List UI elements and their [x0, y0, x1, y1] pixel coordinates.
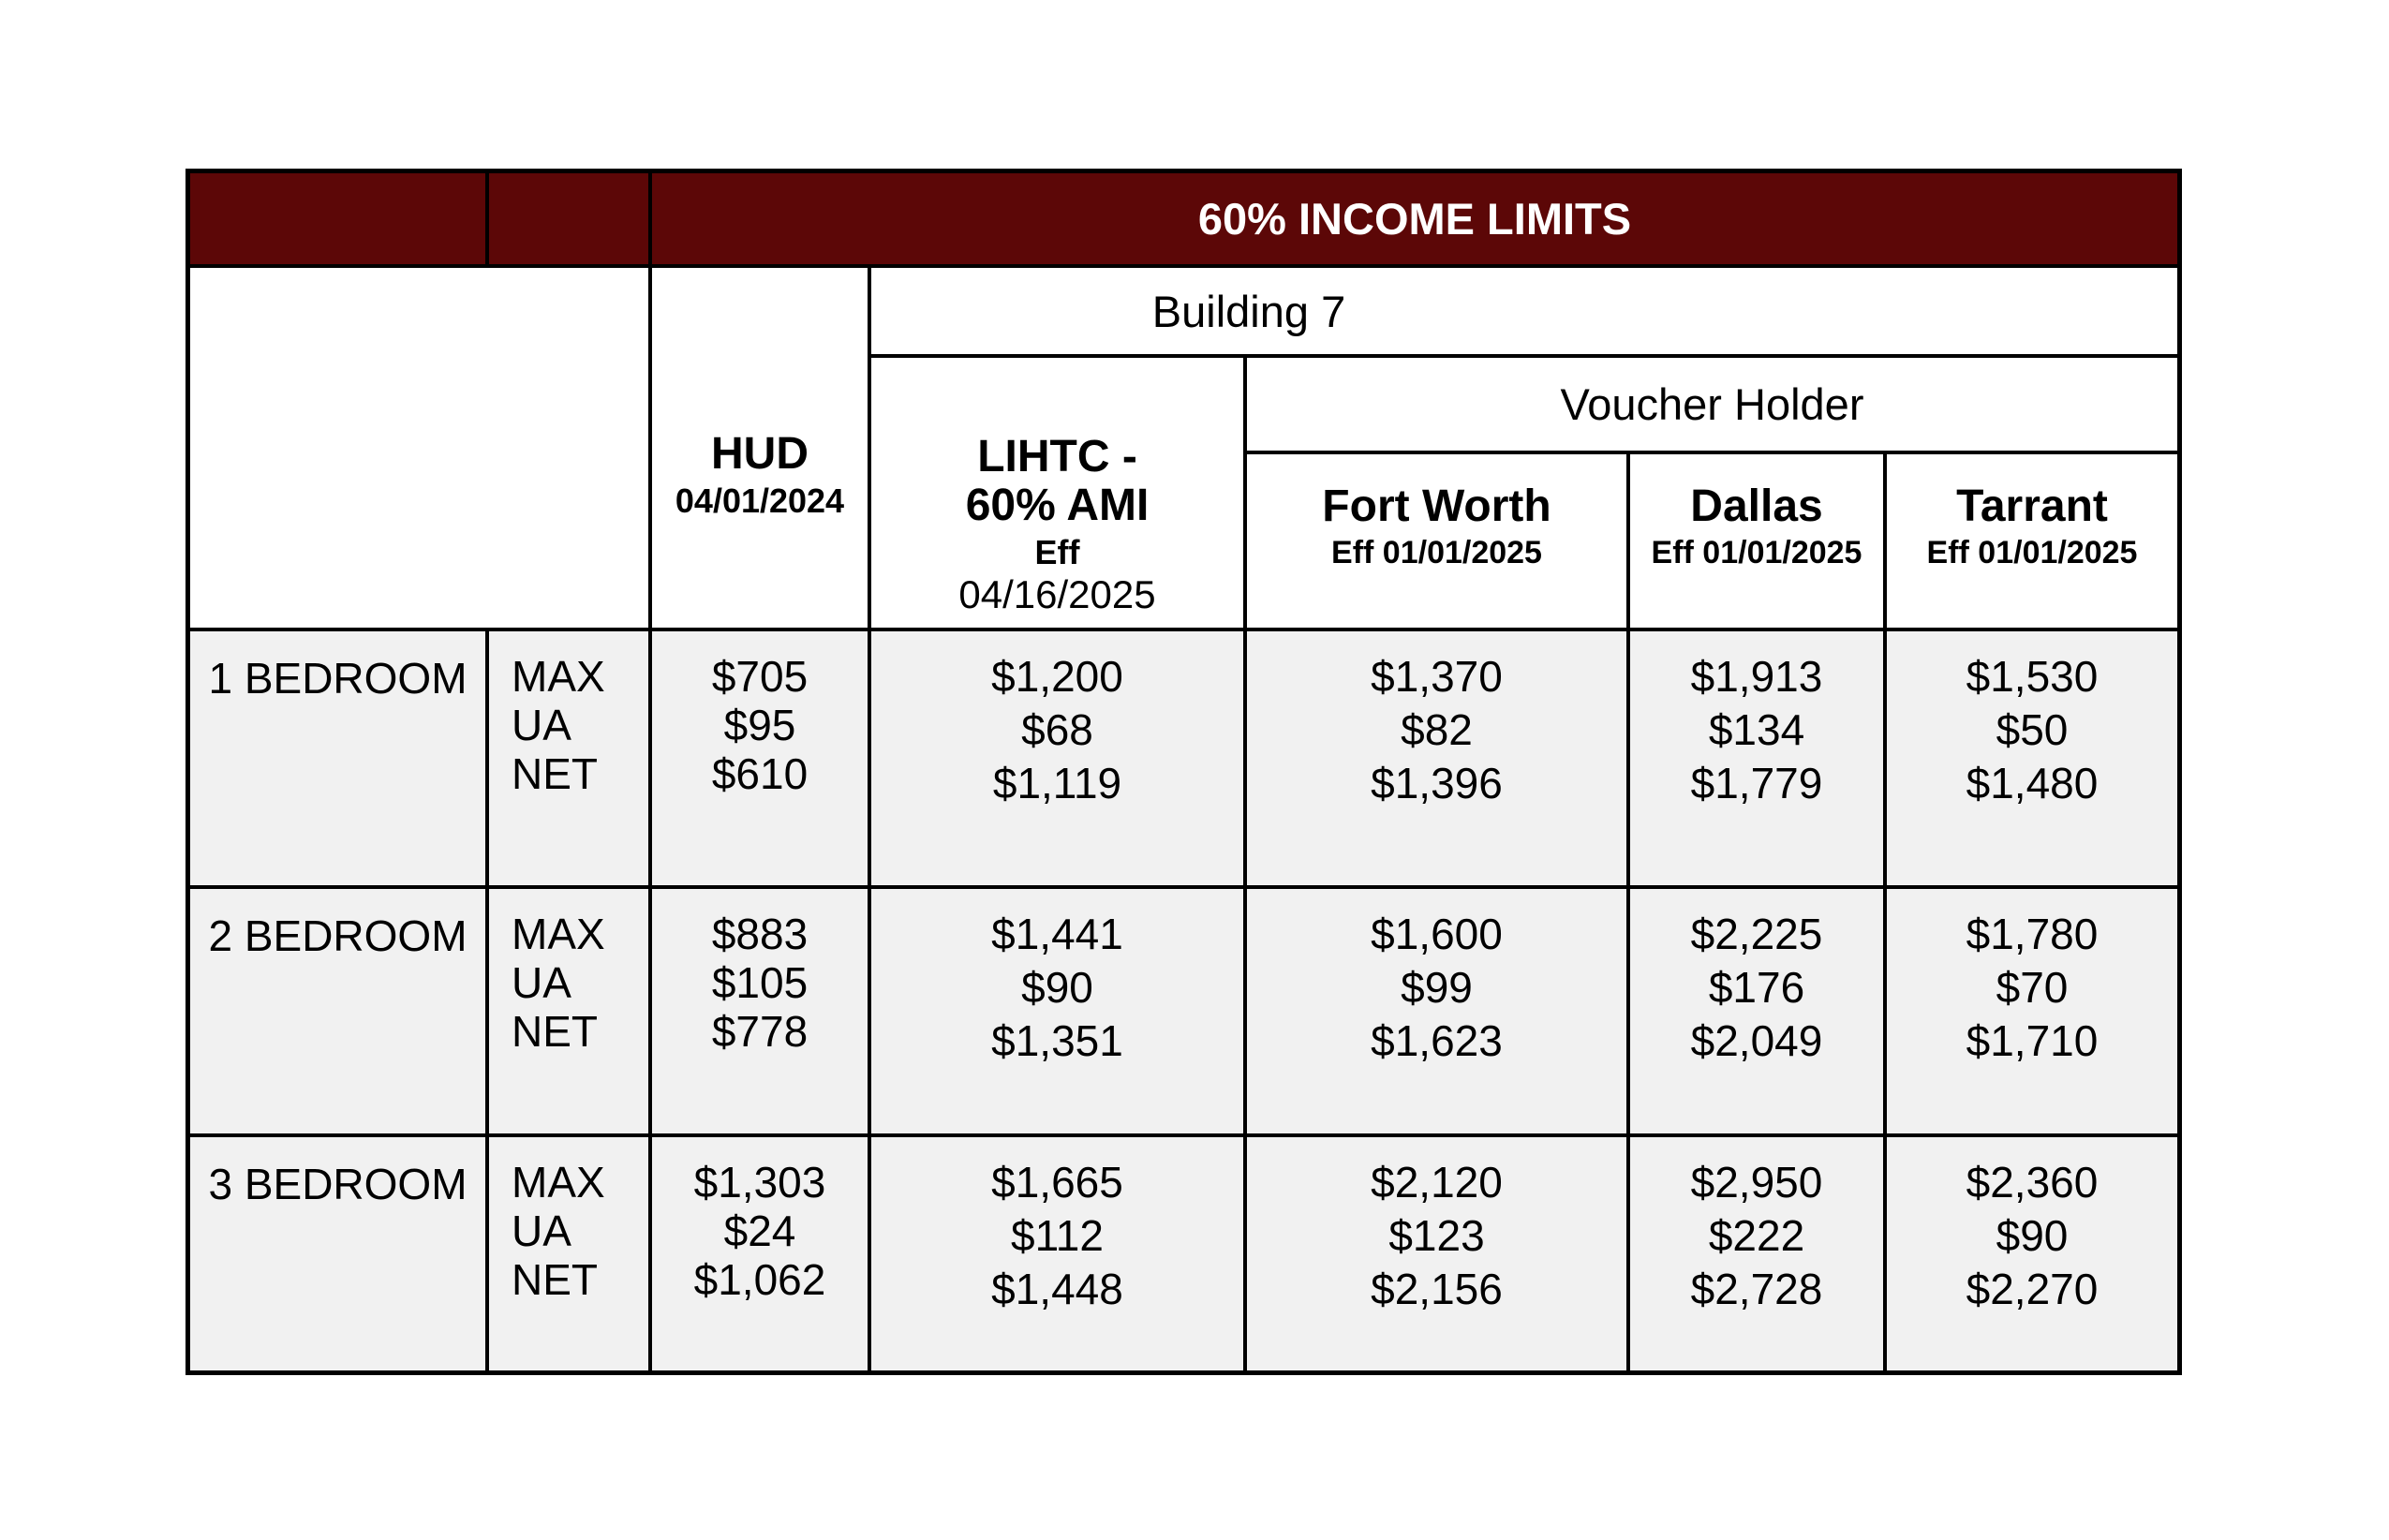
cell-2bedroom-lihtc-values: $1,441 $90 $1,351: [869, 887, 1245, 1135]
fort-worth-label: Fort Worth: [1322, 481, 1551, 531]
row-1bedroom-label: 1 BEDROOM: [188, 629, 487, 887]
cell-1bedroom-tarrant-values: $1,530 $50 $1,480: [1885, 629, 2179, 887]
cell-2bedroom-dallas-values: $2,225 $176 $2,049: [1628, 887, 1885, 1135]
voucher-holder-header: Voucher Holder: [1245, 356, 2179, 452]
income-limits-table: [185, 169, 2182, 1375]
column-header-dallas: [1628, 452, 1885, 629]
hud-label: HUD: [711, 429, 809, 479]
header-band-blank-mid: [487, 171, 650, 266]
tarrant-eff-date: Eff 01/01/2025: [1926, 535, 2138, 570]
tarrant-label: Tarrant: [1956, 481, 2108, 531]
row-1bedroom-measures: MAX UA NET: [487, 629, 650, 887]
cell-1bedroom-dallas-values: $1,913 $134 $1,779: [1628, 629, 1885, 887]
header-band-blank-left: [188, 171, 487, 266]
cell-3bedroom-lihtc-values: $1,665 $112 $1,448: [869, 1135, 1245, 1372]
row-2bedroom-measures: MAX UA NET: [487, 887, 650, 1135]
building-header: Building 7: [869, 266, 2179, 356]
dallas-eff-date: Eff 01/01/2025: [1651, 535, 1862, 570]
cell-1bedroom-lihtc-values: $1,200 $68 $1,119: [869, 629, 1245, 887]
table-title: 60% INCOME LIMITS: [650, 171, 2179, 266]
row-3bedroom-label: 3 BEDROOM: [188, 1135, 487, 1372]
cell-3bedroom-fort-worth-values: $2,120 $123 $2,156: [1245, 1135, 1628, 1372]
cell-3bedroom-hud-values: $1,303 $24 $1,062: [650, 1135, 869, 1372]
lihtc-eff-date: 04/16/2025: [958, 572, 1156, 616]
row-2bedroom-label: 2 BEDROOM: [188, 887, 487, 1135]
dallas-label: Dallas: [1690, 481, 1823, 531]
cell-2bedroom-hud-values: $883 $105 $778: [650, 887, 869, 1135]
cell-2bedroom-tarrant-values: $1,780 $70 $1,710: [1885, 887, 2179, 1135]
row-3bedroom-measures: MAX UA NET: [487, 1135, 650, 1372]
cell-1bedroom-hud-values: $705 $95 $610: [650, 629, 869, 887]
cell-3bedroom-tarrant-values: $2,360 $90 $2,270: [1885, 1135, 2179, 1372]
cell-1bedroom-fort-worth-values: $1,370 $82 $1,396: [1245, 629, 1628, 887]
column-header-hud: [650, 266, 869, 629]
hud-date: 04/01/2024: [675, 481, 845, 520]
cell-2bedroom-fort-worth-values: $1,600 $99 $1,623: [1245, 887, 1628, 1135]
lihtc-eff-label: Eff: [1034, 533, 1080, 571]
lihtc-label-line2: 60% AMI: [965, 481, 1150, 530]
column-header-tarrant: [1885, 452, 2179, 629]
lihtc-label-line1: LIHTC -: [977, 432, 1137, 481]
column-header-lihtc: [869, 356, 1245, 629]
header-blank-cell: [188, 266, 650, 629]
fort-worth-eff-date: Eff 01/01/2025: [1331, 535, 1542, 570]
cell-3bedroom-dallas-values: $2,950 $222 $2,728: [1628, 1135, 1885, 1372]
column-header-fort-worth: [1245, 452, 1628, 629]
